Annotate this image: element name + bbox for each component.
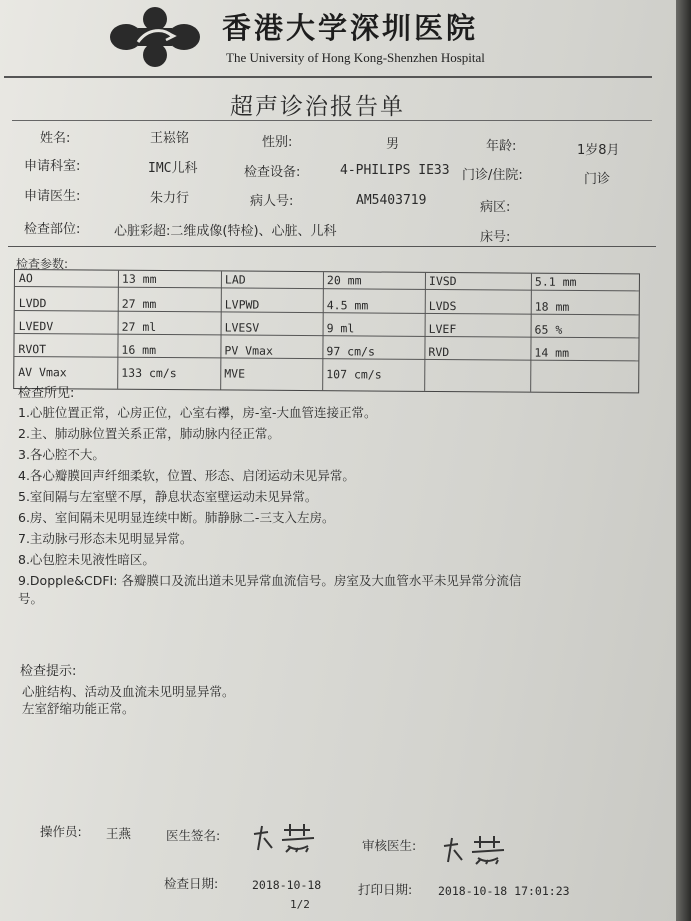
site-label: 检查部位: xyxy=(24,222,81,237)
param-name: MVE xyxy=(224,366,246,381)
findings-label: 检查所见: xyxy=(18,386,75,401)
visit-label: 门诊/住院: xyxy=(462,168,523,183)
param-name: LVEF xyxy=(428,321,457,337)
operator-name: 王燕 xyxy=(106,826,132,841)
doctor-label: 申请医生: xyxy=(24,189,81,204)
param-value: 97 cm/s xyxy=(326,344,375,359)
params-table xyxy=(13,269,640,393)
finding-item: 7.主动脉弓形态未见明显异常。 xyxy=(18,531,193,546)
age-label: 年龄: xyxy=(486,139,517,154)
param-value: 16 mm xyxy=(121,342,157,357)
header-divider xyxy=(4,76,652,78)
param-name: RVD xyxy=(428,344,450,360)
print-date-label: 打印日期: xyxy=(358,882,413,897)
param-name: LVDD xyxy=(18,296,47,311)
finding-item: 6.房、室间隔未见明显连续中断。肺静脉二-三支入左房。 xyxy=(18,510,335,525)
finding-item: 5.室间隔与左室壁不厚，静息状态室壁运动未见异常。 xyxy=(18,489,318,504)
doctor-sign-label: 医生签名: xyxy=(166,828,221,843)
patient-site: 心脏彩超:二维成像(特检)、心脏、儿科 xyxy=(114,224,337,239)
finding-item: 2.主、肺动脉位置关系正常，肺动脉内径正常。 xyxy=(18,426,280,441)
param-value: 13 mm xyxy=(121,271,157,286)
param-value: 14 mm xyxy=(534,345,570,360)
finding-item: 号。 xyxy=(18,591,44,606)
param-name: LVEDV xyxy=(18,319,54,334)
page-number: 1/2 xyxy=(290,898,310,911)
param-name: IVSD xyxy=(428,273,457,289)
ward-label: 病区: xyxy=(480,200,511,215)
info-divider xyxy=(8,246,656,247)
param-value: 20 mm xyxy=(326,273,362,288)
param-name: RVOT xyxy=(18,342,47,357)
param-value: 133 cm/s xyxy=(121,365,177,381)
param-name: AV Vmax xyxy=(18,365,67,380)
patient-name: 王崧铭 xyxy=(150,131,190,146)
param-name: LVPWD xyxy=(224,297,260,312)
param-value: 27 mm xyxy=(121,296,157,311)
finding-item: 8.心包腔未见液性暗区。 xyxy=(18,552,155,567)
param-value: 27 ml xyxy=(121,319,157,334)
param-name: LAD xyxy=(224,272,246,287)
param-name: PV Vmax xyxy=(224,343,273,358)
print-date: 2018-10-18 17:01:23 xyxy=(438,884,570,898)
param-name: AO xyxy=(18,271,33,286)
hospital-name-cn: 香港大学深圳医院 xyxy=(222,11,479,45)
finding-item: 4.各心瓣膜回声纤细柔软，位置、形态、启闭运动未见异常。 xyxy=(18,468,355,483)
conclusion-item: 左室舒缩功能正常。 xyxy=(22,701,135,716)
dept-label: 申请科室: xyxy=(24,159,81,174)
conclusion-label: 检查提示: xyxy=(20,664,77,679)
param-name: LVESV xyxy=(224,320,260,335)
finding-item: 9.Dopple&CDFI: 各瓣膜口及流出道未见异常血流信号。房室及大血管水平未见异常分流信 xyxy=(18,573,522,588)
param-value: 4.5 mm xyxy=(326,298,369,313)
patient-age: 1岁8月 xyxy=(577,143,620,158)
param-value: 5.1 mm xyxy=(534,274,577,289)
param-value: 18 mm xyxy=(534,299,570,314)
doctor-signature xyxy=(250,820,322,854)
patient-gender: 男 xyxy=(386,137,400,152)
param-value: 107 cm/s xyxy=(326,367,382,382)
report-title: 超声诊治报告单 xyxy=(230,94,405,120)
reviewer-label: 审核医生: xyxy=(362,838,417,853)
params-label: 检查参数: xyxy=(16,257,69,271)
param-value: 65 % xyxy=(534,322,563,337)
finding-item: 3.各心腔不大。 xyxy=(18,447,105,462)
finding-item: 1.心脏位置正常，心房正位，心室右襻，房-室-大血管连接正常。 xyxy=(18,405,377,420)
name-label: 姓名: xyxy=(40,131,71,146)
desk-edge xyxy=(676,0,691,921)
reviewer-signature xyxy=(440,832,512,866)
operator-label: 操作员: xyxy=(40,824,82,839)
patient-doctor: 朱力行 xyxy=(150,191,190,206)
patient-dept: IMC儿科 xyxy=(148,161,198,176)
patient-no: AM5403719 xyxy=(356,193,427,208)
conclusion-item: 心脏结构、活动及血流未见明显异常。 xyxy=(22,684,235,699)
patient-device: 4-PHILIPS IE33 xyxy=(340,163,450,178)
exam-date-label: 检查日期: xyxy=(164,876,219,891)
hospital-logo-icon xyxy=(108,6,202,68)
gender-label: 性别: xyxy=(262,135,293,150)
device-label: 检查设备: xyxy=(244,165,301,180)
patient-visit: 门诊 xyxy=(584,172,611,187)
title-divider xyxy=(12,120,652,121)
param-value: 9 ml xyxy=(326,321,355,336)
hospital-name-en: The University of Hong Kong-Shenzhen Hospital xyxy=(226,50,485,65)
bed-label: 床号: xyxy=(480,230,511,245)
exam-date: 2018-10-18 xyxy=(252,878,322,892)
param-name: LVDS xyxy=(428,298,457,314)
patient-no-label: 病人号: xyxy=(250,194,294,209)
